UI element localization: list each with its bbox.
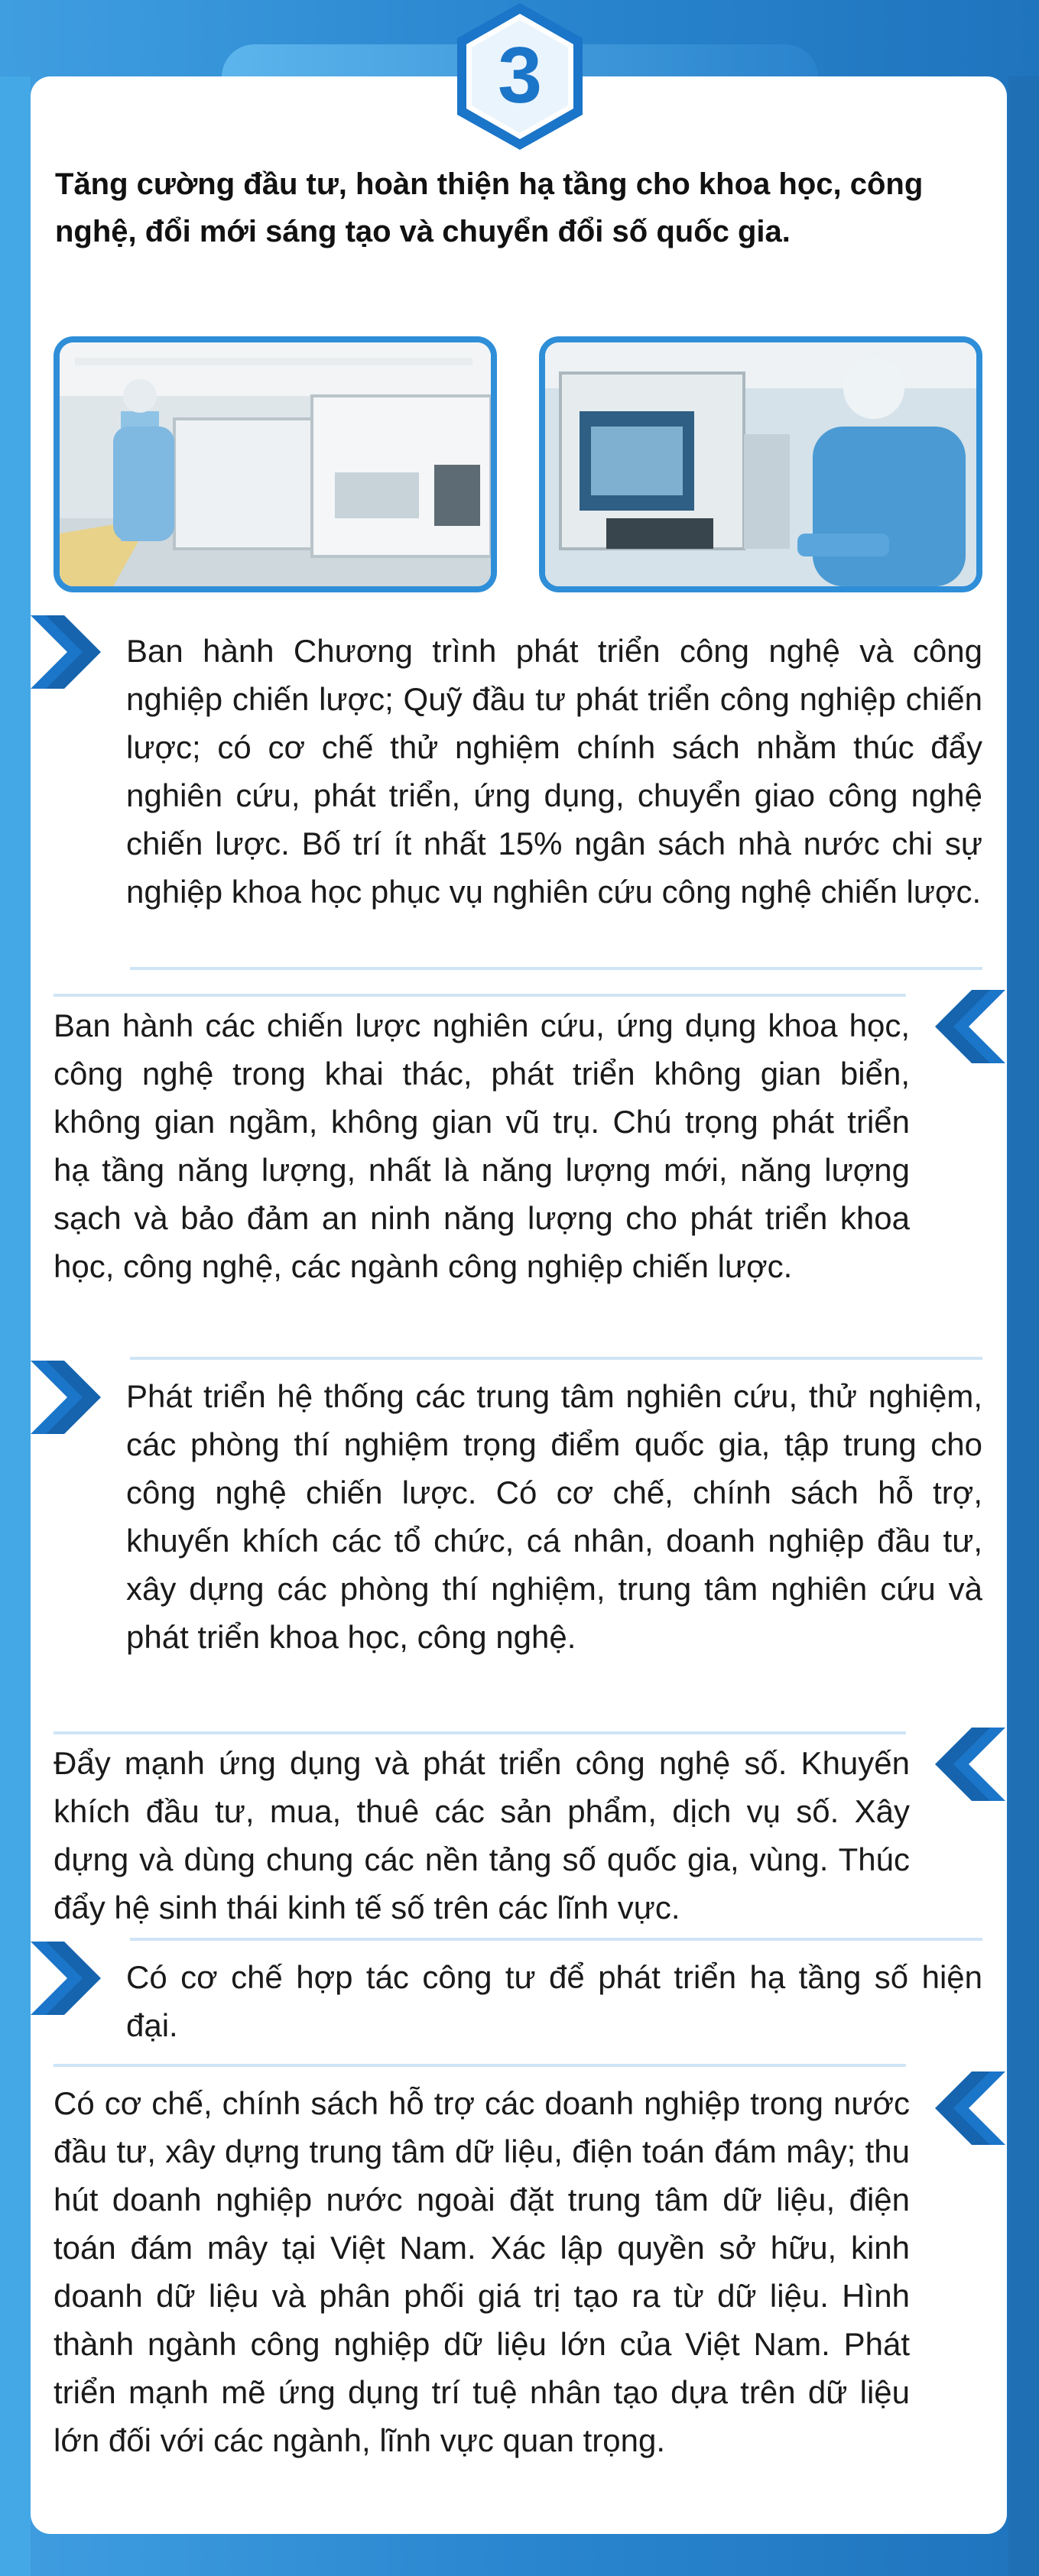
frame-left-border [0, 76, 31, 2576]
frame-right-border [1008, 76, 1039, 2576]
section-number: 3 [498, 31, 542, 120]
paragraph-5: Có cơ chế hợp tác công tư để phát triển hạ tầng số hiện đại. [126, 1959, 982, 2043]
paragraph-1: Ban hành Chương trình phát triển công nghệ và công nghiệp chiến lược; Quỹ đầu tư phát triển công nghiệp chiến lược; có cơ chế thử nghiệm chính sách nhằm thúc đẩy nghiên cứu, phát triển, ứng dụng, chuyển giao công nghệ chiến lược. Bố trí ít nhất 15% ngân sách nhà nước chi sự nghiệp khoa học phục vụ nghiên cứu công nghệ chiến lược. [126, 633, 982, 910]
section-title: Tăng cường đầu tư, hoàn thiện hạ tầng cho khoa học, công nghệ, đổi mới sáng tạo và chuyển đổi số quốc gia. [55, 167, 924, 248]
divider-3 [130, 1357, 982, 1360]
factory-photo-right [539, 336, 982, 592]
divider-2 [54, 994, 906, 997]
paragraph-6: Có cơ chế, chính sách hỗ trợ các doanh nghiệp trong nước đầu tư, xây dựng trung tâm dữ liệu, điện toán đám mây; thu hút doanh nghiệp nước ngoài đặt trung tâm dữ liệu, điện toán đám mây tại Việt Nam. Xác lập quyền sở hữu, kinh doanh dữ liệu và phân phối giá trị tạo ra từ dữ liệu. Hình thành ngành công nghiệp dữ liệu lớn của Việt Nam. Phát triển mạnh mẽ ứng dụng trí tuệ nhân tạo dựa trên dữ liệu lớn đối với các ngành, lĩnh vực quan trọng. [54, 2085, 910, 2458]
divider-1 [130, 967, 982, 970]
divider-6 [54, 2064, 906, 2067]
double-chevron-right-icon [31, 615, 107, 689]
divider-5 [130, 1938, 982, 1941]
factory-photo-left [54, 336, 497, 592]
double-chevron-right-icon [31, 1361, 107, 1434]
paragraph-4: Đẩy mạnh ứng dụng và phát triển công nghệ số. Khuyến khích đầu tư, mua, thuê các sản phẩm, dịch vụ số. Xây dựng và dùng chung các nền tảng số quốc gia, vùng. Thúc đẩy hệ sinh thái kinh tế số trên các lĩnh vực. [54, 1745, 910, 1926]
divider-4 [54, 1731, 906, 1734]
section-number-badge [451, 0, 589, 153]
double-chevron-left-icon [929, 1728, 1005, 1801]
paragraph-2: Ban hành các chiến lược nghiên cứu, ứng dụng khoa học, công nghệ trong khai thác, phát triển không gian biển, không gian ngầm, không gian vũ trụ. Chú trọng phát triển hạ tầng năng lượng, nhất là năng lượng mới, năng lượng sạch và bảo đảm an ninh năng lượng cho phát triển khoa học, công nghệ, các ngành công nghiệp chiến lược. [54, 1007, 910, 1284]
paragraph-3: Phát triển hệ thống các trung tâm nghiên cứu, thử nghiệm, các phòng thí nghiệm trọng điểm quốc gia, tập trung cho công nghệ chiến lược. Có cơ chế, chính sách hỗ trợ, khuyến khích các tổ chức, cá nhân, doanh nghiệp đầu tư, xây dựng các phòng thí nghiệm, trung tâm nghiên cứu và phát triển khoa học, công nghệ. [126, 1378, 982, 1655]
double-chevron-left-icon [929, 990, 1005, 1063]
double-chevron-right-icon [31, 1942, 107, 2015]
double-chevron-left-icon [929, 2072, 1005, 2145]
